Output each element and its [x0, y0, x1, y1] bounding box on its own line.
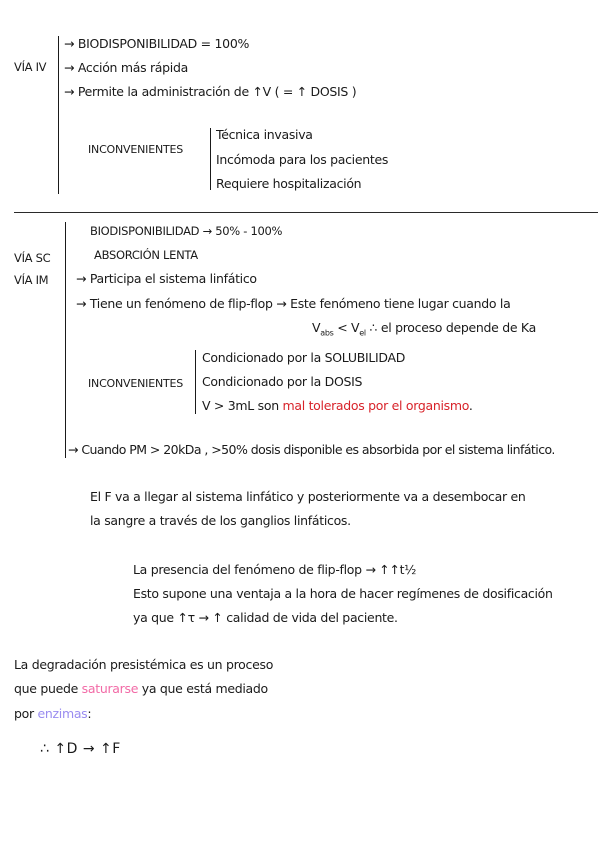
degradation-line-1: La degradación presistémica es un proceso [14, 657, 274, 672]
via-sc-im-bracket-line [65, 222, 66, 458]
via-sc-im-item-1: BIODISPONIBILIDAD → 50% - 100% [90, 224, 283, 238]
section-divider [14, 212, 598, 213]
via-iv-bracket-line [58, 36, 59, 194]
via-sc-im-item-2: ABSORCIÓN LENTA [94, 248, 198, 262]
via-iv-item-1: → BIODISPONIBILIDAD = 100% [64, 36, 250, 51]
pm-line: → Cuando PM > 20kDa , >50% dosis disponible es absorbida por el sistema linfático. [68, 442, 555, 457]
via-sc-im-inconveniente-2: Condicionado por la DOSIS [202, 374, 363, 389]
conclusion-line: ∴ ↑D → ↑F [40, 741, 121, 757]
volume-tolerance-line: V > 3mL son mal tolerados por el organismo. [202, 398, 473, 413]
via-iv-inconvenientes-bracket [210, 128, 211, 190]
via-iv-inconveniente-1: Técnica invasiva [216, 127, 313, 142]
lymphatic-line-1: El F va a llegar al sistema linfático y posteriormente va a desembocar en [90, 489, 526, 504]
via-sc-im-item-4: → Tiene un fenómeno de flip-flop → Este fenómeno tiene lugar cuando la [76, 296, 511, 311]
via-iv-inconveniente-2: Incómoda para los pacientes [216, 152, 389, 167]
via-iv-label: VÍA IV [14, 60, 47, 74]
volume-tolerance-highlight: mal tolerados por el organismo [282, 398, 469, 413]
via-sc-label: VÍA SC [14, 251, 51, 265]
via-iv-item-3: → Permite la administración de ↑V ( = ↑ DOSIS ) [64, 84, 357, 99]
lymphatic-line-2: la sangre a través de los ganglios linfáticos. [90, 513, 351, 528]
enzimas-highlight: enzimas [37, 706, 88, 721]
via-iv-inconvenientes-label: INCONVENIENTES [88, 143, 184, 156]
degradation-line-3: por enzimas: [14, 706, 92, 721]
via-iv-item-2: → Acción más rápida [64, 60, 188, 75]
flipflop-line-1: La presencia del fenómeno de flip-flop → ↑↑t½ [133, 562, 417, 577]
via-iv-inconveniente-3: Requiere hospitalización [216, 176, 362, 191]
degradation-line-2: que puede saturarse ya que está mediado [14, 681, 268, 696]
via-sc-im-inconvenientes-label: INCONVENIENTES [88, 377, 184, 390]
via-sc-im-inconveniente-1: Condicionado por la SOLUBILIDAD [202, 350, 406, 365]
via-im-label: VÍA IM [14, 273, 49, 287]
flipflop-line-3: ya que ↑τ → ↑ calidad de vida del paciente. [133, 610, 398, 625]
via-sc-im-item-3: → Participa el sistema linfático [76, 271, 257, 286]
flipflop-line-2: Esto supone una ventaja a la hora de hacer regímenes de dosificación [133, 586, 553, 601]
saturarse-highlight: saturarse [81, 681, 139, 696]
via-sc-im-inconvenientes-bracket [195, 350, 196, 414]
flipflop-condition: $V_{abs} < V_{el}$ ∴ el proceso depende de Ka [312, 320, 536, 338]
